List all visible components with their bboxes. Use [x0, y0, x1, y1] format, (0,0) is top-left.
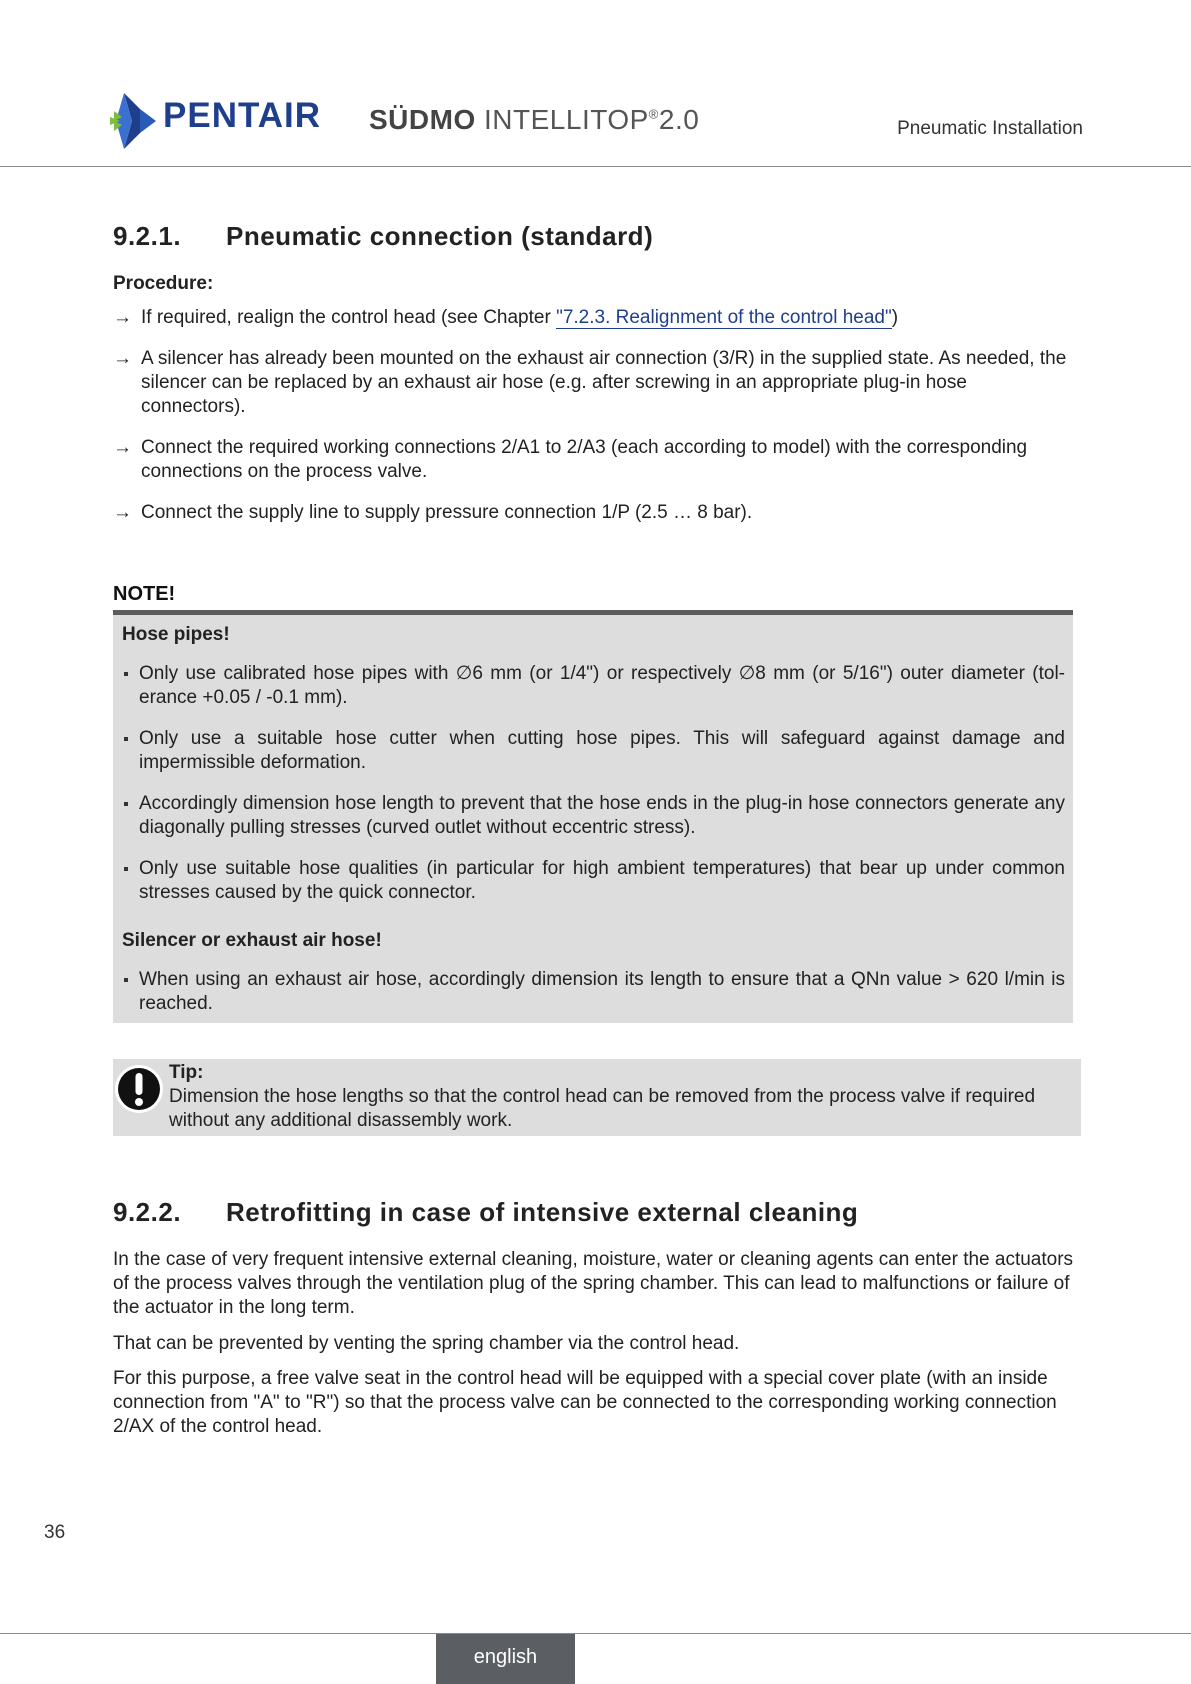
list-item: Accordingly dimension hose length to prevent that the hose ends in the plug-in hose connectors generate any diagonally pulling stresses (curved outlet without eccentric stress). [122, 792, 1065, 840]
section-heading-921 [113, 221, 653, 252]
paragraph: For this purpose, a free valve seat in the control head will be equipped with a special cover plate (with an inside connection from "A" to "R") so that the process valve can be connected to the corresponding working connection 2/AX of the control head. [113, 1368, 1057, 1437]
procedure-steps [113, 306, 1073, 542]
list-item: When using an exhaust air hose, accordingly dimension its length to ensure that a QNn value > 620 l/min is reached. [122, 968, 1065, 1016]
list-item: Only use calibrated hose pipes with ∅6 mm (or 1/4") or respectively ∅8 mm (or 5/16") outer diameter (tol-erance +0.05 / -0.1 mm). [122, 662, 1065, 710]
step-text: Connect the required working connections 2/A1 to 2/A3 (each according to model) with the corresponding connections on the process valve. [141, 437, 1028, 482]
arrow-right-icon: → [113, 307, 132, 328]
list-item: Only use suitable hose qualities (in particular for high ambient temperatures) that bear up under common stresses caused by the quick connector. [122, 857, 1065, 905]
hose-list [122, 662, 1065, 905]
registered-mark: ® [648, 106, 659, 122]
product-name [369, 104, 699, 136]
silencer-list [122, 968, 1065, 1016]
tip-content [169, 1061, 1069, 1133]
pentair-logo-icon [110, 91, 158, 151]
arrow-right-icon: → [113, 502, 132, 523]
procedure-step [113, 306, 1073, 330]
product-version: 2.0 [658, 104, 700, 135]
step-text: If required, realign the control head (see Chapter [141, 307, 557, 328]
procedure-step [113, 347, 1073, 419]
arrow-right-icon: → [113, 437, 132, 458]
section-title: Pneumatic connection (standard) [226, 221, 654, 251]
brand-logo-text: PENTAIR [163, 96, 322, 135]
header-divider [0, 166, 1191, 167]
section-number: 9.2.1. [113, 221, 182, 251]
paragraph: In the case of very frequent intensive external cleaning, moisture, water or cleaning agents can enter the actuators of the process valves through the ventilation plug of the spring chamber. This can lead to malfunctions or failure of the actuator in the long term. [113, 1249, 1074, 1318]
step-text: ) [891, 307, 899, 328]
section-title: Retrofitting in case of intensive external cleaning [226, 1197, 859, 1227]
note-box [113, 610, 1073, 1023]
tip-text: Dimension the hose lengths so that the control head can be removed from the process valve if required without any additional disassembly work. [169, 1086, 1036, 1131]
paragraph: That can be prevented by venting the spring chamber via the control head. [113, 1333, 740, 1354]
procedure-step [113, 501, 1073, 525]
page-number: 36 [44, 1522, 66, 1543]
step-text: Connect the supply line to supply pressure connection 1/P (2.5 … 8 bar). [141, 502, 753, 523]
section-number: 9.2.2. [113, 1197, 182, 1227]
arrow-right-icon: → [113, 348, 132, 369]
note-subheading: Silencer or exhaust air hose! [122, 930, 382, 951]
footer-divider [0, 1633, 1191, 1634]
tip-title: Tip: [169, 1062, 204, 1083]
chapter-link[interactable]: "7.2.3. Realignment of the control head" [556, 307, 892, 328]
section-heading-922 [113, 1197, 858, 1228]
chapter-title: Pneumatic Installation [897, 118, 1083, 139]
language-tab[interactable]: english [436, 1634, 575, 1684]
procedure-label: Procedure: [113, 273, 214, 294]
procedure-step [113, 436, 1073, 484]
note-subheading: Hose pipes! [122, 624, 230, 645]
product-title: INTELLITOP [484, 104, 649, 135]
note-label: NOTE! [113, 583, 176, 605]
list-item: Only use a suitable hose cutter when cutting hose pipes. This will safeguard against damage and impermissible deformation. [122, 727, 1065, 775]
exclamation-icon [114, 1064, 164, 1114]
step-text: A silencer has already been mounted on the exhaust air connection (3/R) in the supplied state. As needed, the silencer can be replaced by an exhaust air hose (e.g. after screwing in an appropriate plug-in hose connectors). [141, 348, 1067, 417]
product-brand: SÜDMO [369, 104, 476, 135]
